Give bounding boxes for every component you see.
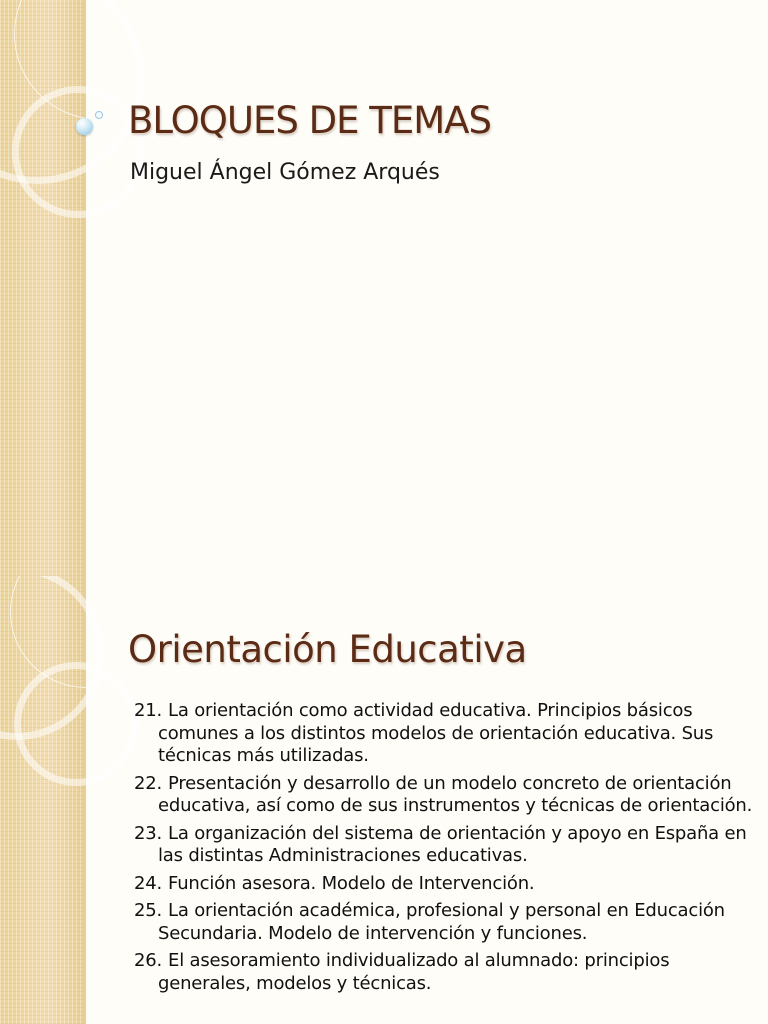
topic-text: La orientación como actividad educativa. Principios básicos comunes a los distintos modelos de orientación educativa. Sus técnicas más utilizadas.	[158, 700, 714, 766]
list-item	[134, 873, 758, 896]
slide-gap	[0, 512, 768, 576]
list-item	[134, 773, 758, 818]
topic-text: Función asesora. Modelo de Intervención.	[168, 872, 535, 894]
topic-number: 23.	[134, 822, 163, 844]
decorative-ring	[14, 662, 138, 786]
decorative-ring	[12, 86, 144, 218]
list-item	[134, 700, 758, 768]
topic-number: 25.	[134, 900, 163, 921]
topic-text: La organización del sistema de orientación y apoyo en España en las distintas Administraciones educativas.	[158, 822, 747, 866]
slide-title: BLOQUES DE TEMAS	[128, 99, 491, 142]
topic-number: 26.	[134, 950, 163, 971]
side-band-edge	[84, 512, 86, 576]
topic-text: Presentación y desarrollo de un modelo concreto de orientación educativa, así como de sus instrumentos y técnicas de orientación.	[158, 772, 753, 816]
list-item	[134, 900, 758, 945]
content-slide	[0, 576, 768, 1024]
decorative-side-band	[0, 512, 84, 576]
topic-number: 22.	[134, 772, 163, 794]
section-title: Orientación Educativa	[128, 628, 527, 671]
topic-list	[134, 700, 758, 1000]
topic-number: 24.	[134, 872, 163, 894]
list-item	[134, 823, 758, 868]
bubble-icon	[76, 118, 93, 135]
topic-number: 21.	[134, 700, 163, 721]
author-name: Miguel Ángel Gómez Arqués	[130, 160, 440, 185]
topic-text: El asesoramiento individualizado al alumnado: principios generales, modelos y técnicas.	[158, 950, 670, 994]
topic-text: La orientación académica, profesional y personal en Educación Secundaria. Modelo de intervención y funciones.	[158, 900, 725, 944]
small-bubble-icon	[95, 111, 103, 119]
list-item	[134, 950, 758, 995]
